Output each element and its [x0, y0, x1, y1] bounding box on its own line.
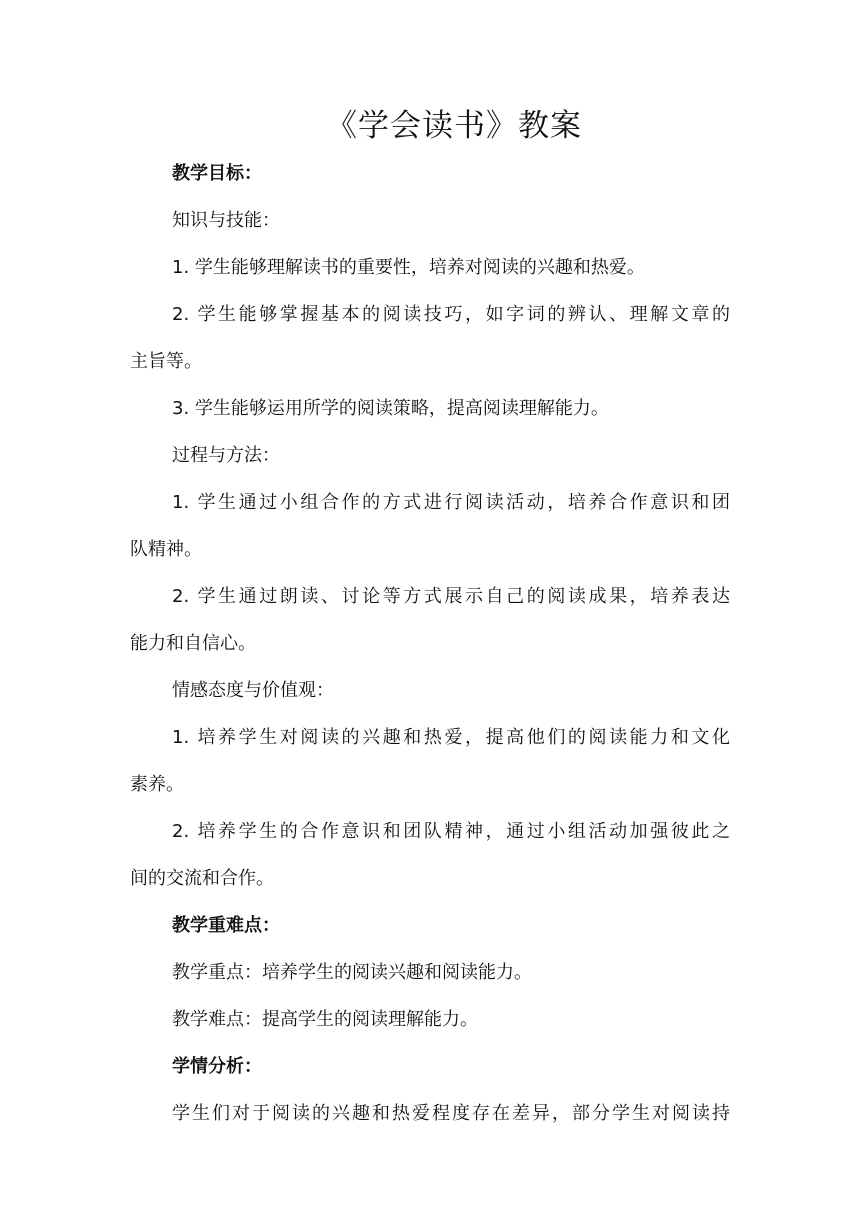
document-title: 《学会读书》教案: [326, 108, 582, 144]
subheading-process-methods: 过程与方法：: [172, 445, 280, 466]
subheading-knowledge-skills: 知识与技能：: [172, 210, 280, 231]
section-heading-learner-analysis: 学情分析：: [172, 1056, 262, 1077]
paragraph-line: 能力和自信心。: [130, 633, 256, 654]
section-heading-objectives: 教学目标：: [172, 163, 262, 184]
section-heading-key-points: 教学重难点：: [172, 915, 280, 936]
paragraph-line: 队精神。: [130, 539, 202, 560]
subheading-attitudes-values: 情感态度与价值观：: [172, 680, 334, 701]
paragraph-line: 3. 学生能够运用所学的阅读策略，提高阅读理解能力。: [172, 398, 609, 419]
paragraph-line: 1. 培养学生对阅读的兴趣和热爱，提高他们的阅读能力和文化: [172, 727, 730, 748]
paragraph-line: 学生们对于阅读的兴趣和热爱程度存在差异，部分学生对阅读持: [172, 1103, 730, 1124]
paragraph-line: 1. 学生通过小组合作的方式进行阅读活动，培养合作意识和团: [172, 492, 730, 513]
paragraph-line: 2. 学生能够掌握基本的阅读技巧，如字词的辨认、理解文章的: [172, 304, 730, 325]
paragraph-line: 2. 培养学生的合作意识和团队精神，通过小组活动加强彼此之: [172, 821, 730, 842]
document-body: [130, 150, 730, 1137]
paragraph-line: 教学难点：提高学生的阅读理解能力。: [172, 1009, 478, 1030]
paragraph-line: 间的交流和合作。: [130, 868, 274, 889]
paragraph-line: 主旨等。: [130, 351, 202, 372]
paragraph-line: 教学重点：培养学生的阅读兴趣和阅读能力。: [172, 962, 532, 983]
paragraph-line: 2. 学生通过朗读、讨论等方式展示自己的阅读成果，培养表达: [172, 586, 730, 607]
paragraph-line: 1. 学生能够理解读书的重要性，培养对阅读的兴趣和热爱。: [172, 257, 645, 278]
paragraph-line: 素养。: [130, 774, 184, 795]
